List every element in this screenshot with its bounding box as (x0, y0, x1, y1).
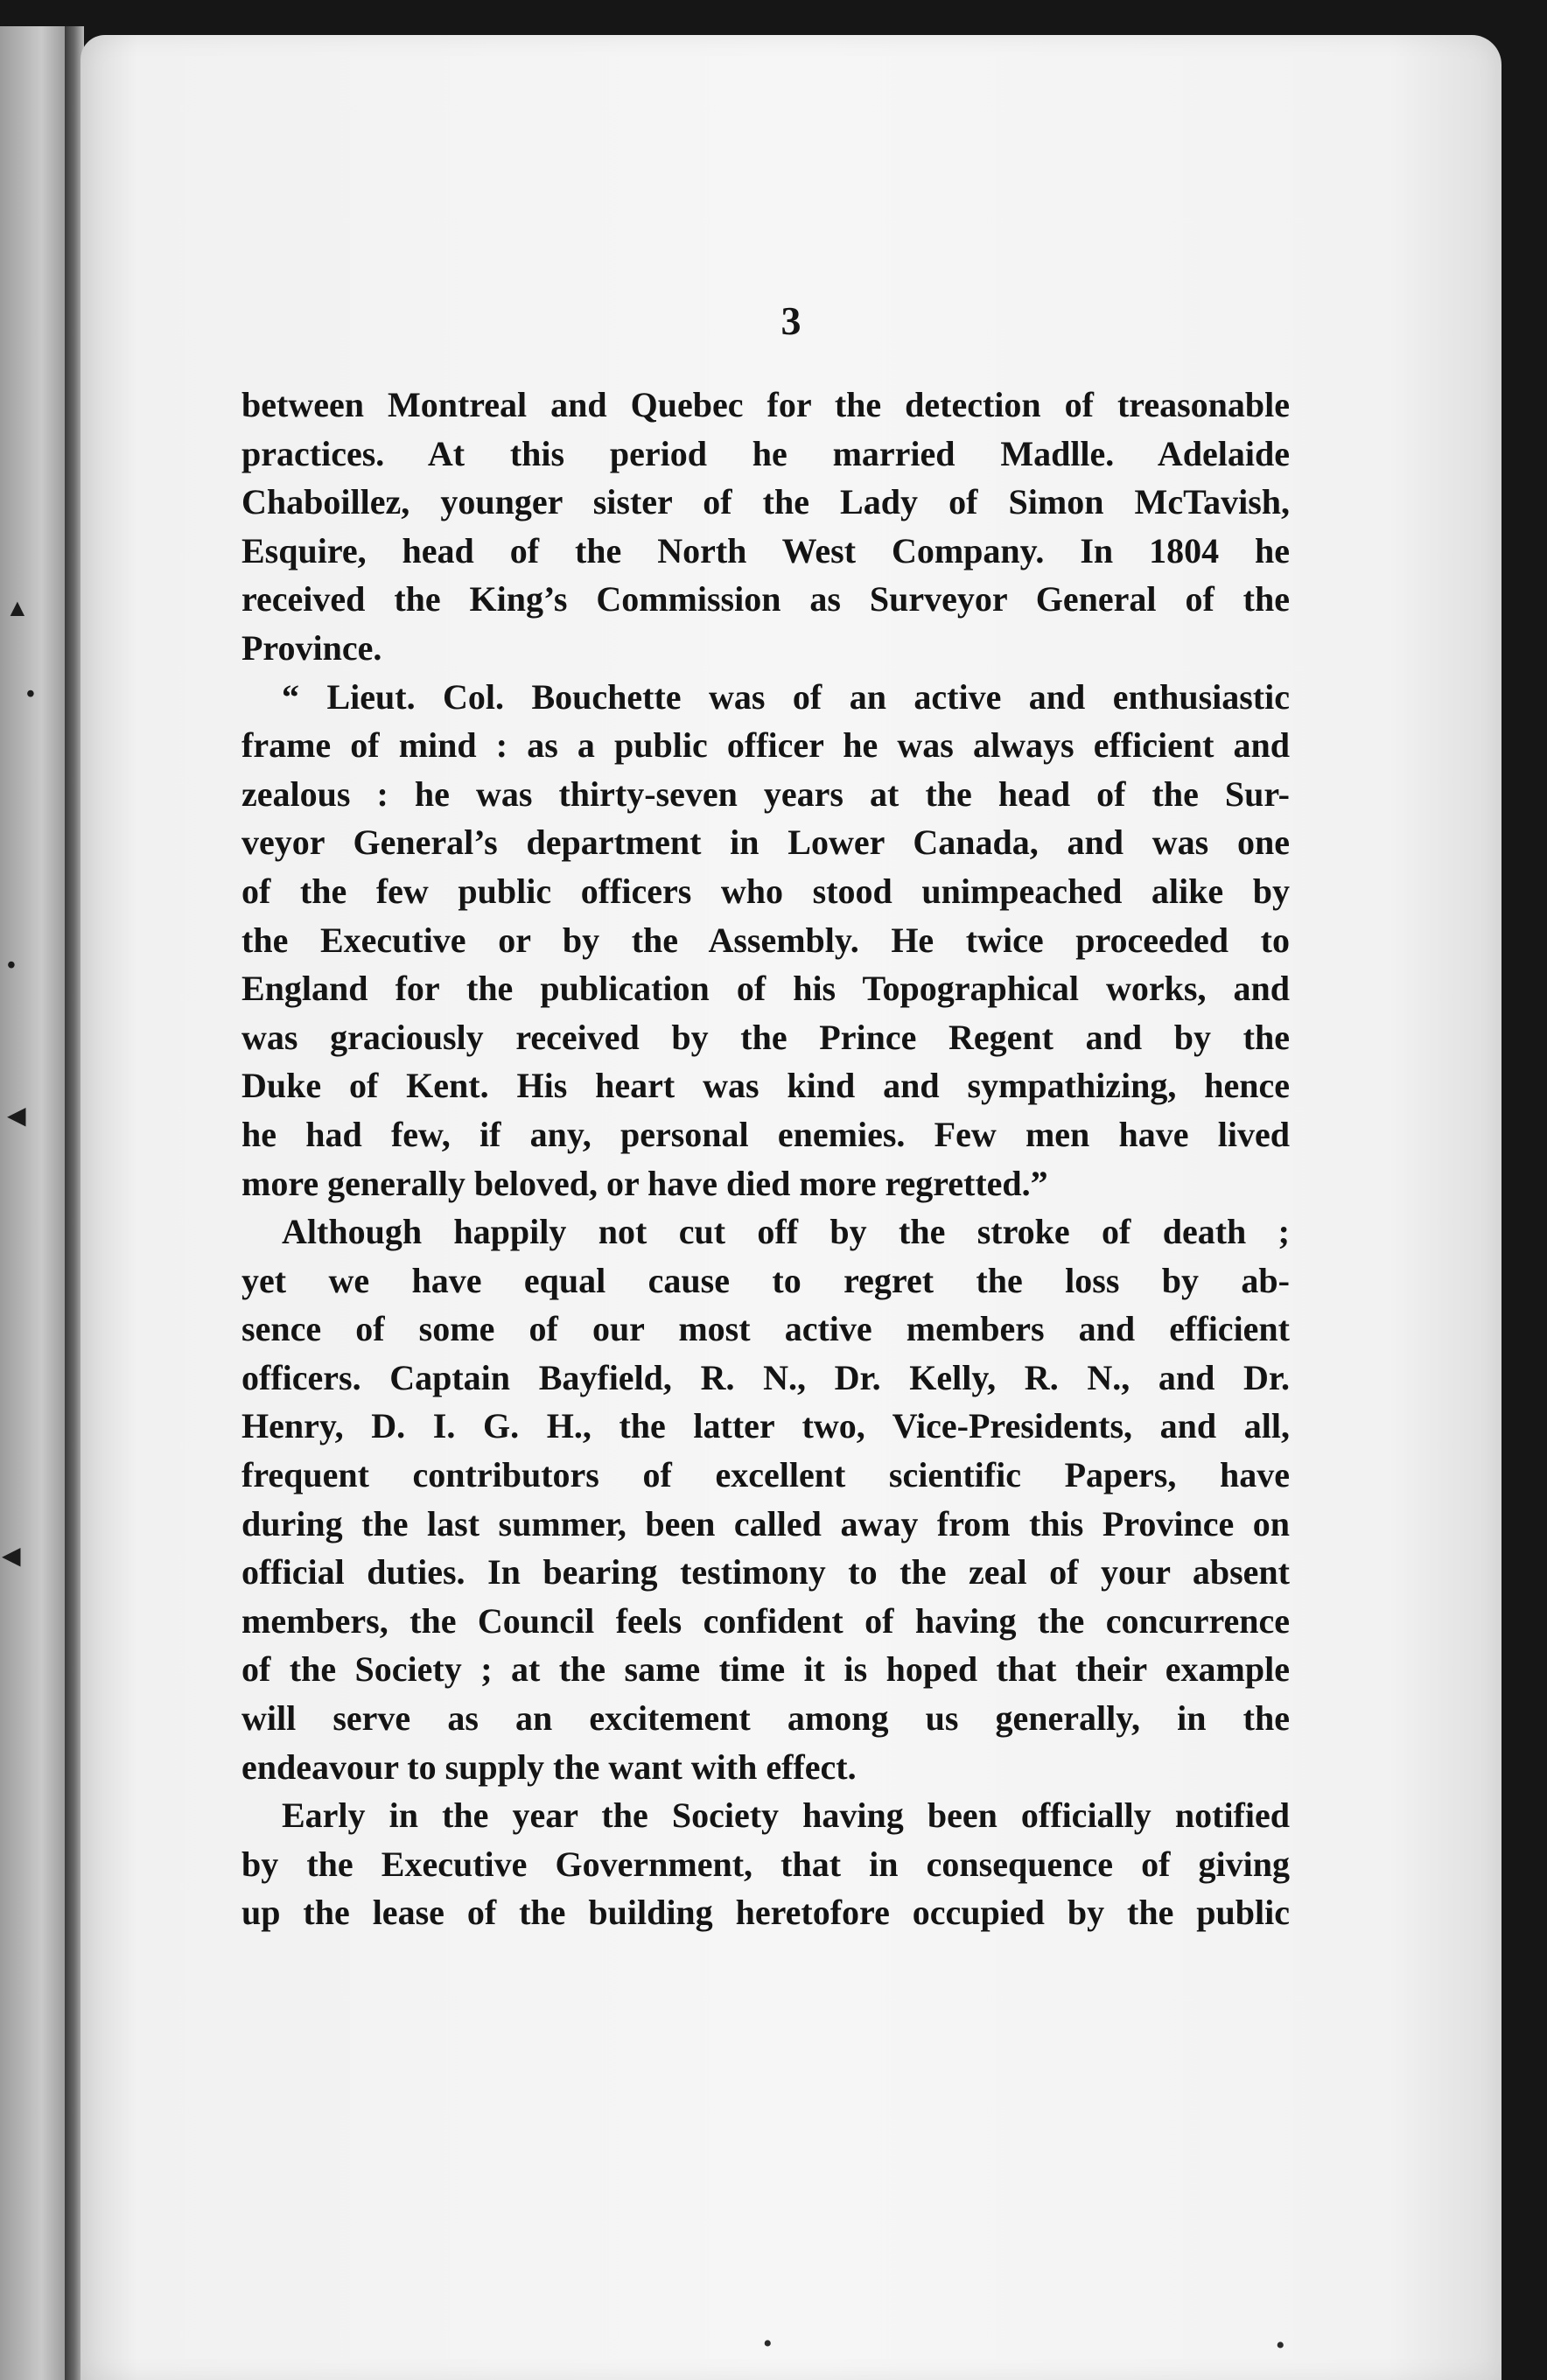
text-line: frame of mind : as a public officer he was always efficient and (242, 725, 1290, 766)
text-line: received the King’s Commission as Surveyor General of the (242, 579, 1290, 620)
text-line: England for the publication of his Topographical works, and (242, 969, 1290, 1009)
text-line: he had few, if any, personal enemies. Few men have lived (242, 1114, 1290, 1154)
text-line: officers. Captain Bayfield, R. N., Dr. Kelly, R. N., and Dr. (242, 1357, 1290, 1397)
margin-arrow-mark: ▲ (5, 595, 30, 622)
text-line: Henry, D. I. G. H., the latter two, Vice-Presidents, and all, (242, 1406, 1290, 1446)
text-line: by the Executive Government, that in consequence of giving (242, 1844, 1290, 1884)
text-line: endeavour to supply the want with effect. (242, 1746, 857, 1787)
text-line: veyor General’s department in Lower Canada, and was one (242, 822, 1290, 863)
bottom-dot-mark: • (1276, 2331, 1285, 2360)
text-line: Chaboillez, younger sister of the Lady of Simon McTavish, (242, 482, 1290, 522)
text-line: zealous : he was thirty-seven years at the head of the Sur- (242, 774, 1290, 814)
margin-dot-mark: • (7, 952, 16, 979)
text-line: Esquire, head of the North West Company. In 1804 he (242, 530, 1290, 570)
text-line: more generally beloved, or have died more regretted.” (242, 1163, 1048, 1203)
margin-dot-mark: • (26, 681, 35, 708)
text-line: official duties. In bearing testimony to the zeal of your absent (242, 1552, 1290, 1592)
body-text (242, 381, 1290, 1937)
text-line: yet we have equal cause to regret the loss by ab- (242, 1260, 1290, 1300)
text-line: Province. (242, 627, 382, 668)
text-line: up the lease of the building heretofore occupied by the public (242, 1893, 1290, 1933)
text-line: “ Lieut. Col. Bouchette was of an active and enthusiastic (282, 676, 1290, 717)
bottom-dot-mark: • (763, 2329, 773, 2358)
text-line: between Montreal and Quebec for the detection of treasonable (242, 385, 1290, 424)
page-number: 3 (780, 298, 802, 343)
text-line: will serve as an excitement among us generally, in the (242, 1698, 1290, 1739)
text-line: members, the Council feels confident of having the concurrence (242, 1600, 1290, 1641)
text-line: was graciously received by the Prince Regent and by the (242, 1017, 1290, 1057)
margin-arrow-mark: ◀ (7, 1102, 26, 1130)
text-line: frequent contributors of excellent scientific Papers, have (242, 1455, 1290, 1495)
text-line: of the few public officers who stood unimpeached alike by (242, 871, 1290, 911)
book-page (80, 35, 1502, 2380)
margin-arrow-mark: ◀ (2, 1543, 21, 1570)
text-line: the Executive or by the Assembly. He twice proceeded to (242, 920, 1290, 960)
text-line: sence of some of our most active members and efficient (242, 1309, 1290, 1349)
text-line: during the last summer, been called away from this Province on (242, 1503, 1290, 1544)
text-line: Although happily not cut off by the stroke of death ; (282, 1212, 1290, 1252)
text-line: Early in the year the Society having been officially notified (282, 1796, 1290, 1836)
text-line: of the Society ; at the same time it is hoped that their example (242, 1649, 1290, 1690)
text-line: Duke of Kent. His heart was kind and sympathizing, hence (242, 1066, 1290, 1106)
text-line: practices. At this period he married Madlle. Adelaide (242, 433, 1290, 473)
